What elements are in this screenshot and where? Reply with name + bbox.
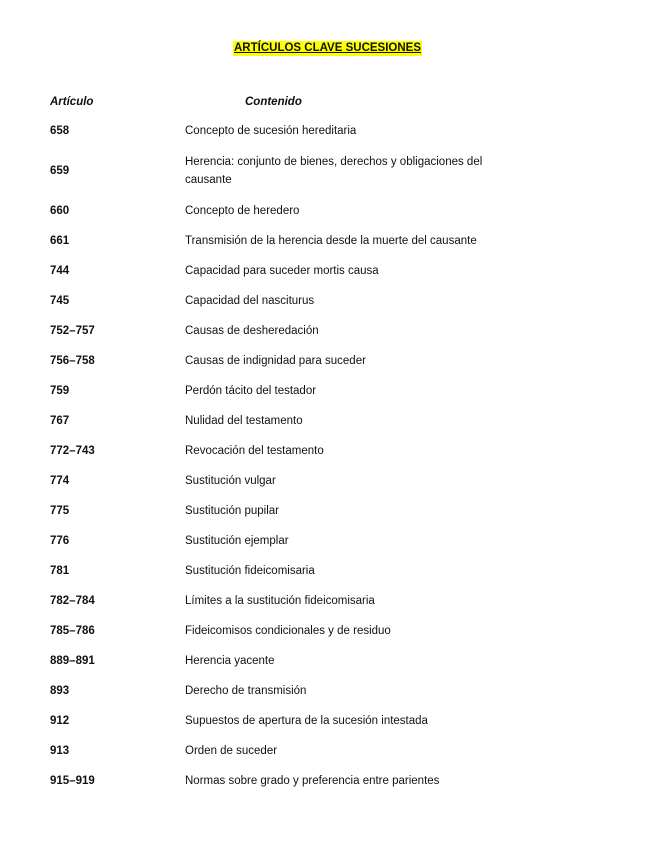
article-row [0, 646, 655, 676]
article-number: 775 [50, 505, 70, 517]
article-content: Sustitución fideicomisaria [185, 565, 315, 577]
article-content: Límites a la sustitución fideicomisaria [185, 595, 375, 607]
article-row [0, 256, 655, 286]
article-row [0, 676, 655, 706]
article-number: 915–919 [50, 775, 95, 787]
article-row [0, 226, 655, 256]
article-content: Supuestos de apertura de la sucesión intestada [185, 715, 428, 727]
column-header-articulo: Artículo [50, 96, 94, 108]
article-content: Derecho de transmisión [185, 685, 307, 697]
article-number: 781 [50, 565, 70, 577]
article-number: 774 [50, 475, 70, 487]
article-content: Capacidad para suceder mortis causa [185, 265, 379, 277]
article-row [0, 616, 655, 646]
article-content: Herencia yacente [185, 655, 275, 667]
article-row [0, 466, 655, 496]
column-header-contenido: Contenido [245, 96, 302, 108]
article-number: 744 [50, 265, 70, 277]
article-row [0, 556, 655, 586]
article-content: Transmisión de la herencia desde la muerte del causante [185, 235, 477, 247]
article-content: Concepto de heredero [185, 205, 300, 217]
article-content: Herencia: conjunto de bienes, derechos y obligaciones del causante [185, 156, 483, 186]
article-number: 756–758 [50, 355, 95, 367]
article-content: Causas de desheredación [185, 325, 319, 337]
article-number: 893 [50, 685, 70, 697]
article-row [0, 376, 655, 406]
article-number: 889–891 [50, 655, 95, 667]
article-row [0, 286, 655, 316]
article-row [0, 586, 655, 616]
article-content: Sustitución vulgar [185, 475, 276, 487]
article-number: 661 [50, 235, 70, 247]
article-row [0, 406, 655, 436]
article-content: Orden de suceder [185, 745, 278, 757]
article-number: 912 [50, 715, 70, 727]
article-number: 782–784 [50, 595, 95, 607]
article-number: 785–786 [50, 625, 95, 637]
article-number: 759 [50, 385, 70, 397]
article-row [0, 196, 655, 226]
article-number: 767 [50, 415, 70, 427]
article-content: Causas de indignidad para suceder [185, 355, 366, 367]
article-number: 913 [50, 745, 70, 757]
title-wrapper [0, 38, 655, 56]
article-row [0, 316, 655, 346]
article-content: Concepto de sucesión hereditaria [185, 125, 357, 137]
article-content: Fideicomisos condicionales y de residuo [185, 625, 391, 637]
article-row [0, 766, 655, 796]
article-content: Sustitución ejemplar [185, 535, 289, 547]
article-content: Nulidad del testamento [185, 415, 303, 427]
article-number: 772–743 [50, 445, 95, 457]
article-row [0, 706, 655, 736]
article-number: 752–757 [50, 325, 95, 337]
document-title: ARTÍCULOS CLAVE SUCESIONES [234, 42, 421, 54]
articles-list [0, 116, 655, 796]
article-number: 745 [50, 295, 70, 307]
article-number: 660 [50, 205, 70, 217]
article-row [0, 346, 655, 376]
article-content: Capacidad del nasciturus [185, 295, 315, 307]
article-row [0, 116, 655, 146]
article-number: 776 [50, 535, 70, 547]
article-row [0, 496, 655, 526]
article-row [0, 736, 655, 766]
article-row [0, 436, 655, 466]
article-row [0, 526, 655, 556]
article-content: Normas sobre grado y preferencia entre parientes [185, 775, 440, 787]
article-content: Sustitución pupilar [185, 505, 279, 517]
article-row [0, 147, 655, 195]
article-content: Revocación del testamento [185, 445, 324, 457]
article-number: 658 [50, 125, 70, 137]
article-number: 659 [50, 165, 70, 177]
article-content: Perdón tácito del testador [185, 385, 317, 397]
